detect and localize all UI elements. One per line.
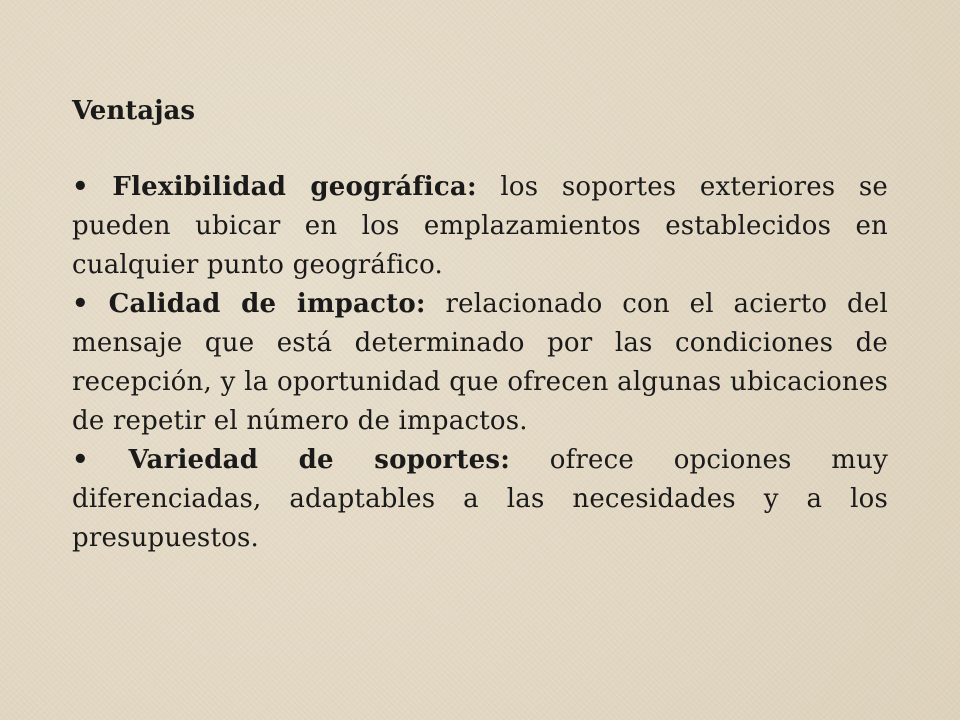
item-text: ofrece opciones muy diferenciadas, adaptables a las necesidades y a los presupuestos. — [72, 445, 888, 553]
bullet-icon: • — [72, 445, 89, 475]
slide-heading: Ventajas — [72, 96, 195, 126]
item-term: Flexibilidad geográfica: — [112, 172, 477, 202]
item-text: relacionado con el acierto del mensaje que está determinado por las condiciones de recepción, y la oportunidad que ofrecen algunas ubicaciones de repetir el número de impactos. — [72, 289, 888, 436]
item-term: Variedad de soportes: — [128, 445, 511, 475]
bullet-icon: • — [72, 289, 89, 319]
slide-content — [72, 92, 888, 558]
bullet-icon: • — [72, 172, 89, 202]
item-term: Calidad de impacto: — [108, 289, 426, 319]
list-item-variedad — [72, 441, 888, 558]
list-item-calidad — [72, 285, 888, 441]
item-text: los soportes exteriores se pueden ubicar en los emplazamientos establecidos en cualquier punto geográfico. — [72, 172, 889, 280]
list-item-flexibilidad — [72, 168, 888, 285]
